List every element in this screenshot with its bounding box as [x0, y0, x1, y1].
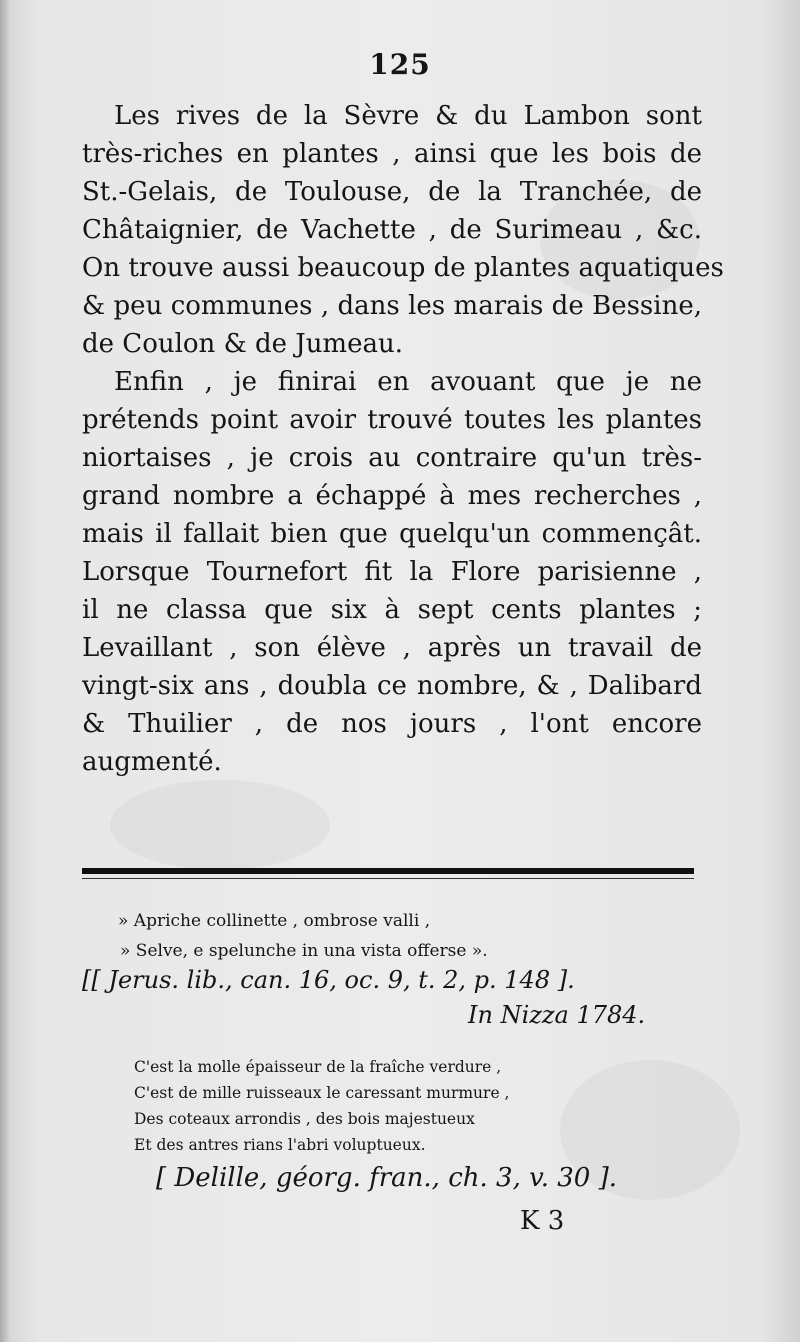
page-number: 125 — [369, 48, 431, 81]
text-line: Enfin , je finirai en avouant que je ne — [114, 367, 702, 397]
text-line: grand nombre a échappé à mes recherches , — [82, 481, 702, 511]
signature-mark: K 3 — [520, 1206, 565, 1236]
paragraph-2 — [82, 363, 702, 781]
paragraph-1 — [82, 97, 724, 363]
body-text — [82, 97, 724, 781]
text-line: mais il fallait bien que quelqu'un commençât. — [82, 519, 702, 549]
text-line: très-riches en plantes , ainsi que les bois de — [82, 139, 702, 169]
text-line: niortaises , je crois au contraire qu'un très- — [82, 443, 702, 473]
text-line: & peu communes , dans les marais de Bessine, — [82, 291, 702, 321]
text-line: Lorsque Tournefort fit la Flore parisienne , — [82, 557, 702, 587]
text-line: prétends point avoir trouvé toutes les plantes — [82, 405, 702, 435]
text-line: il ne classa que six à sept cents plantes ; — [82, 595, 702, 625]
french-citation: [ Delille, géorg. fran., ch. 3, v. 30 ]. — [156, 1163, 617, 1193]
section-divider — [82, 868, 694, 874]
quote-line: C'est de mille ruisseaux le caressant murmure , — [134, 1084, 510, 1102]
text-line: augmenté. — [82, 747, 222, 777]
quote-line: Des coteaux arrondis , des bois majestueux — [134, 1110, 475, 1128]
text-line: Châtaignier, de Vachette , de Surimeau , &c. — [82, 215, 702, 245]
text-line: Les rives de la Sèvre & du Lambon sont — [114, 101, 702, 131]
paper-stain — [110, 780, 330, 870]
text-line: Levaillant , son élève , après un travail de — [82, 633, 702, 663]
quote-line: C'est la molle épaisseur de la fraîche verdure , — [134, 1058, 502, 1076]
quote-line: » Apriche collinette , ombrose valli , — [118, 911, 431, 931]
text-line: St.-Gelais, de Toulouse, de la Tranchée, de — [82, 177, 702, 207]
italian-quote — [118, 906, 678, 966]
italian-place: In Nizza 1784. — [468, 1001, 646, 1029]
french-quote — [134, 1054, 654, 1158]
quote-line: Et des antres rians l'abri voluptueux. — [134, 1136, 426, 1154]
italian-citation: [[ Jerus. lib., can. 16, oc. 9, t. 2, p. 148 ]. — [82, 966, 575, 994]
text-line: & Thuilier , de nos jours , l'ont encore — [82, 709, 702, 739]
section-divider-thin — [82, 878, 694, 879]
text-line: vingt-six ans , doubla ce nombre, & , Dalibard — [82, 671, 702, 701]
text-line: On trouve aussi beaucoup de plantes aquatiques — [82, 253, 724, 283]
text-line: de Coulon & de Jumeau. — [82, 329, 403, 359]
quote-line: » Selve, e spelunche in una vista offerse ». — [120, 941, 488, 961]
